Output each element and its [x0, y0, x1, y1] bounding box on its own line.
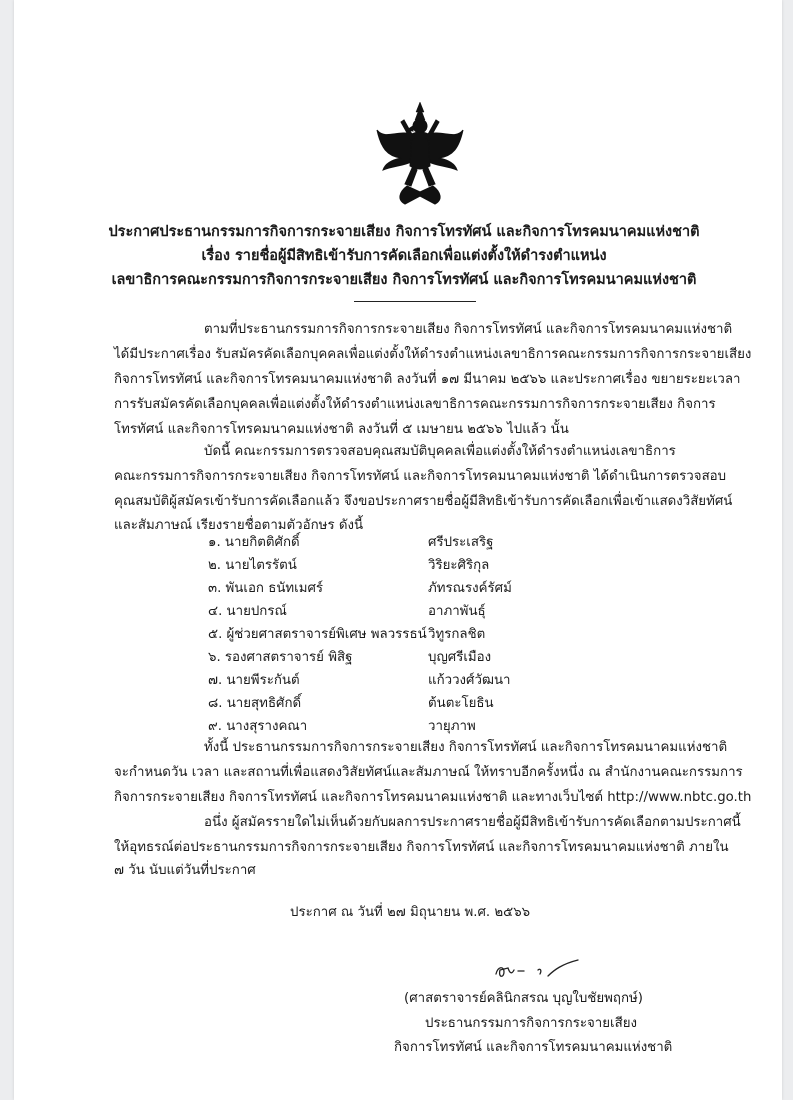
- candidate-surname: ภัทรณรงค์รัศม์: [428, 581, 512, 596]
- candidate-surname: บุญศรีเมือง: [428, 650, 492, 665]
- para1-line: โทรทัศน์ และกิจการโทรคมนาคมแห่งชาติ ลงวันที่ ๕ เมษายน ๒๕๖๖ ไปแล้ว นั้น: [114, 422, 569, 437]
- announcement-subject: เรื่อง รายชื่อผู้มีสิทธิเข้ารับการคัดเลือกเพื่อแต่งตั้งให้ดำรงตำแหน่ง: [201, 248, 607, 264]
- para2-line: คุณสมบัติผู้สมัครเข้ารับการคัดเลือกแล้ว จึงขอประกาศรายชื่อผู้มีสิทธิเข้ารับการคัดเลือกเพื่อเข้าแสดงวิสัยทัศน์: [114, 494, 733, 509]
- para4-line: ให้อุทธรณ์ต่อประธานกรรมการกิจการกระจายเสียง กิจการโทรทัศน์ และกิจการโทรคมนาคมแห่งชาติ ภายใน: [114, 840, 729, 855]
- para2-line: บัดนี้ คณะกรรมการตรวจสอบคุณสมบัติบุคคลเพื่อแต่งตั้งให้ดำรงตำแหน่งเลขาธิการ: [204, 444, 676, 459]
- candidate-name: ๔. นายปกรณ์: [208, 604, 287, 619]
- candidate-name: ๕. ผู้ช่วยศาสตราจารย์พิเศษ พลวรรธน์: [208, 627, 427, 642]
- candidate-name: ๑. นายกิตติศักดิ์: [208, 535, 300, 550]
- para2-line: คณะกรรมการกิจการกระจายเสียง กิจการโทรทัศน์ และกิจการโทรคมนาคมแห่งชาติ ได้ดำเนินการตรวจสอบ: [114, 469, 727, 484]
- candidate-name: ๖. รองศาสตราจารย์ พิสิฐ: [208, 650, 353, 665]
- para1-line: การรับสมัครคัดเลือกบุคคลเพื่อแต่งตั้งให้ดำรงตำแหน่งเลขาธิการคณะกรรมการกิจการกระจายเสียง กิจการ: [114, 397, 716, 412]
- candidate-name: ๗. นายพีระกันต์: [208, 673, 300, 688]
- para2-line: และสัมภาษณ์ เรียงรายชื่อตามตัวอักษร ดังนี้: [114, 518, 364, 533]
- candidate-surname: วิทูรกลชิต: [428, 627, 486, 642]
- para4-line: อนึ่ง ผู้สมัครรายใดไม่เห็นด้วยกับผลการประกาศรายชื่อผู้มีสิทธิเข้ารับการคัดเลือกตามประกาศนี้: [204, 815, 741, 830]
- para1-line: ตามที่ประธานกรรมการกิจการกระจายเสียง กิจการโทรทัศน์ และกิจการโทรคมนาคมแห่งชาติ: [204, 322, 733, 337]
- candidate-name: ๓. พันเอก ธนัทเมศร์: [208, 581, 324, 596]
- announcement-date: ประกาศ ณ วันที่ ๒๗ มิถุนายน พ.ศ. ๒๕๖๖: [290, 905, 531, 920]
- title-divider: [354, 301, 476, 302]
- candidate-name: ๘. นายสุทธิศักดิ์: [208, 696, 302, 711]
- garuda-emblem-icon: [375, 100, 465, 208]
- candidate-surname: วายุภาพ: [428, 719, 476, 734]
- candidate-surname: วิริยะศิริกุล: [428, 558, 490, 573]
- candidate-surname: ศรีประเสริฐ: [428, 535, 494, 550]
- signatory-name: (ศาสตราจารย์คลินิกสรณ บุญใบชัยพฤกษ์): [404, 991, 643, 1006]
- para1-line: ได้มีประกาศเรื่อง รับสมัครคัดเลือกบุคคลเพื่อแต่งตั้งให้ดำรงตำแหน่งเลขาธิการคณะกรรมการกิจการกระจายเสียง: [114, 347, 752, 362]
- announcement-subject-cont: เลขาธิการคณะกรรมการกิจการกระจายเสียง กิจการโทรทัศน์ และกิจการโทรคมนาคมแห่งชาติ: [111, 272, 697, 288]
- para3-line: จะกำหนดวัน เวลา และสถานที่เพื่อแสดงวิสัยทัศน์และสัมภาษณ์ ให้ทราบอีกครั้งหนึ่ง ณ สำนักงานคณะกรรมการ: [114, 765, 743, 780]
- candidate-name: ๙. นางสุรางคณา: [208, 719, 308, 734]
- announcement-title: ประกาศประธานกรรมการกิจการกระจายเสียง กิจการโทรทัศน์ และกิจการโทรคมนาคมแห่งชาติ: [108, 224, 700, 240]
- para3-line: ทั้งนี้ ประธานกรรมการกิจการกระจายเสียง กิจการโทรทัศน์ และกิจการโทรคมนาคมแห่งชาติ: [204, 740, 728, 755]
- para1-line: กิจการโทรทัศน์ และกิจการโทรคมนาคมแห่งชาติ ลงวันที่ ๑๗ มีนาคม ๒๕๖๖ และประกาศเรื่อง ขยายระยะเวลา: [114, 372, 741, 387]
- candidate-surname: แก้ววงศ์วัฒนา: [428, 673, 511, 688]
- para4-line: ๗ วัน นับแต่วันที่ประกาศ: [114, 863, 256, 878]
- signatory-position: กิจการโทรทัศน์ และกิจการโทรคมนาคมแห่งชาติ: [394, 1040, 673, 1055]
- candidate-surname: อาภาพันธุ์: [428, 604, 486, 619]
- document-page: [14, 0, 782, 1100]
- para3-line: กิจการกระจายเสียง กิจการโทรทัศน์ และกิจการโทรคมนาคมแห่งชาติ และทางเว็บไซต์ http://www.nbtc.go.th: [114, 790, 752, 805]
- signatory-position: ประธานกรรมการกิจการกระจายเสียง: [425, 1016, 637, 1031]
- handwritten-signature: [492, 956, 582, 984]
- candidate-surname: ต้นตะโยธิน: [428, 696, 494, 711]
- candidate-name: ๒. นายไตรรัตน์: [208, 558, 297, 573]
